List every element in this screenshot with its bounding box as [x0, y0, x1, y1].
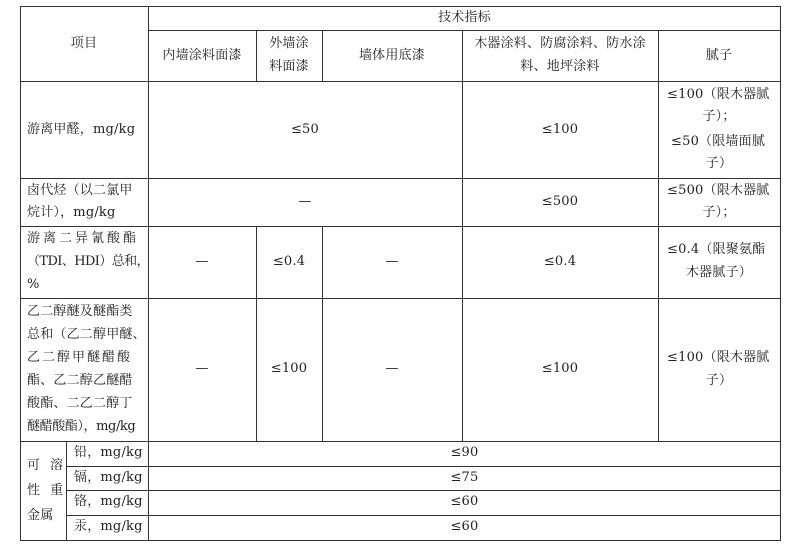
heavy-metals-group-2: 性 重 [27, 483, 67, 498]
row-isocyanate-interior: — [195, 254, 209, 269]
row-isocyanate-primer: — [385, 254, 399, 269]
row-formaldehyde-label: 游离甲醛，mg/kg [27, 122, 136, 137]
header-wood-line2: 料、地坪涂料 [520, 59, 600, 74]
row-isocyanate-label-3: % [27, 277, 40, 292]
row-isocyanate-putty-1: ≤0.4（限聚氨酯 [667, 242, 766, 257]
row-formaldehyde-putty-3: ≤50（限墙面腻 [671, 134, 766, 149]
row-formaldehyde-value-b: ≤100 [541, 122, 579, 137]
metal-cadmium-label: 镉，mg/kg [74, 470, 143, 485]
header-item: 项目 [70, 36, 98, 51]
row-glycol-label-4: 酯、乙二醇乙醚醋 [27, 373, 133, 388]
metal-cadmium-value: ≤75 [450, 470, 479, 485]
rule-row2-bottom [20, 226, 781, 227]
header-exterior-line2: 料面漆 [269, 59, 309, 74]
row-halocarbon-putty-2: 子）； [702, 205, 736, 220]
row-halocarbon-value-a: — [298, 194, 312, 209]
row-formaldehyde-putty-1: ≤100（限木器腻 [667, 87, 770, 102]
rule-row3-bottom [20, 298, 781, 299]
row-isocyanate-label-2: （TDI、HDI）总和， [27, 254, 149, 269]
row-glycol-label-1: 乙二醇醚及醚酯类 [27, 304, 133, 319]
row-glycol-putty-1: ≤100（限木器腻 [667, 350, 770, 365]
metal-mercury-value: ≤60 [450, 519, 479, 534]
header-wood-line1: 木器涂料、防腐涂料、防水涂 [474, 36, 646, 51]
metal-mercury-label: 汞，mg/kg [74, 519, 143, 534]
row-halocarbon-label-1: 卤代烃（以二氯甲 [27, 183, 133, 198]
row-glycol-exterior: ≤100 [270, 361, 308, 376]
rule-metal-sub [66, 441, 67, 541]
row-glycol-wood: ≤100 [541, 361, 579, 376]
row-formaldehyde-value-a: ≤50 [290, 122, 320, 137]
row-glycol-putty-2: 子） [705, 373, 733, 388]
header-interior: 内墙涂料面漆 [162, 48, 242, 63]
row-glycol-primer: — [385, 361, 399, 376]
row-glycol-label-2: 总和（乙二醇甲醚、 [27, 327, 146, 342]
header-putty: 腻子 [705, 48, 733, 63]
row-halocarbon-value-b: ≤500 [541, 194, 579, 209]
metal-chromium-value: ≤60 [450, 494, 479, 509]
heavy-metals-group-3: 金属 [27, 508, 54, 523]
row-isocyanate-exterior: ≤0.4 [272, 254, 306, 269]
row-glycol-interior: — [195, 361, 209, 376]
metal-chromium-label: 铬，mg/kg [74, 494, 143, 509]
header-tech: 技术指标 [438, 10, 491, 25]
row-glycol-label-5: 酸酯、二乙二醇丁 [27, 396, 133, 411]
row-isocyanate-label-1: 游离二异氰酸酯 [27, 231, 140, 246]
rule-tech-sub [148, 30, 781, 31]
row-formaldehyde-putty-2: 子）； [702, 109, 736, 124]
rule-left [20, 6, 21, 541]
metal-lead-label: 铅，mg/kg [74, 445, 143, 460]
rule-row1-bottom [20, 178, 781, 179]
row-isocyanate-wood: ≤0.4 [543, 254, 577, 269]
row-glycol-label-3: 乙二醇甲醚醋酸 [27, 350, 133, 365]
rule-bottom [20, 540, 781, 541]
header-exterior-line1: 外墙涂 [269, 36, 309, 51]
header-primer: 墙体用底漆 [358, 48, 425, 63]
metal-lead-value: ≤90 [450, 445, 479, 460]
row-formaldehyde-putty-4: 子） [705, 156, 733, 171]
heavy-metals-group-1: 可 溶 [27, 458, 67, 473]
row-isocyanate-putty-2: 木器腻子） [685, 265, 752, 280]
rule-header-bottom [20, 81, 781, 82]
row-halocarbon-putty-1: ≤500（限木器腻 [667, 183, 770, 198]
row-glycol-label-6: 醚醋酸酯），mg/kg [27, 419, 136, 434]
row-halocarbon-label-2: 烷计），mg/kg [27, 205, 116, 220]
